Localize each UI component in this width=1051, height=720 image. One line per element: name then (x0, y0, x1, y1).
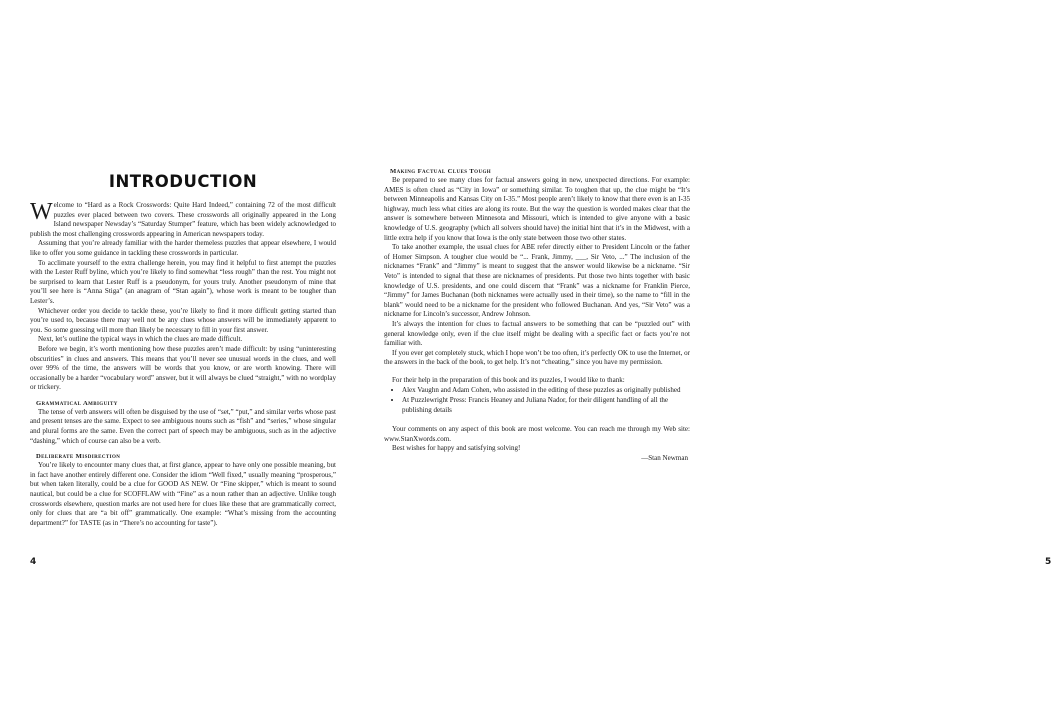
paragraph: The tense of verb answers will often be disguised by the use of “set,” “put,” and similar verbs whose past and present tenses are the same. Expect to see ambiguous nouns such as “fish” and “series,” whose singular and plural forms are the same. Even the correct part of speech may be ambiguous, such as in the adjective “dashing,” which of course can also be a verb. (30, 407, 336, 445)
drop-cap: W (30, 199, 53, 225)
page-title: INTRODUCTION (108, 172, 258, 191)
spacer (384, 368, 690, 376)
page-number-left: 4 (30, 557, 37, 567)
paragraph: It’s always the intention for clues to factual answers to be something that can be “puzzled out” with general knowledge only, even if the clue itself might be dealing with a specific fact or facts you’re not familiar with. (384, 319, 690, 348)
thanks-list (384, 386, 690, 415)
list-item: • At Puzzlewright Press: Francis Heaney and Juliana Nador, for their diligent handling of all the publishing details (402, 396, 690, 415)
paragraph: Whichever order you decide to tackle these, you’re likely to find it more difficult getting started than you’re used to, because there may well not be any clues whose answers will be immediately apparent to you. So some guessing will more than likely be necessary to fill in your first answer. (30, 306, 336, 334)
left-page (0, 0, 360, 720)
paragraph: Your comments on any aspect of this book are most welcome. You can reach me through my Web site: www.StanXwords.com. (384, 425, 690, 443)
paragraph: Best wishes for happy and satisfying solving! (392, 444, 521, 453)
paragraph: Assuming that you’re already familiar with the harder themeless puzzles that appear elsewhere, I would like to offer you some guidance in tackling these crosswords in particular. (30, 239, 336, 257)
right-column (384, 168, 690, 464)
thanks-intro: For their help in the preparation of this book and its puzzles, I would like to thank: (392, 375, 625, 384)
paragraph: To take another example, the usual clues for ABE refer directly either to President Lincoln or the father of Homer Simpson. A tougher clue would be “... Frank, Jimmy, ___, Sir Veto, ...” The inclusion of the nicknames “Frank” and “Jimmy” is meant to suggest that the answer would likewise be a nickname. “Sir Veto” is intended to signal that these are nicknames of presidents. Put those two hints together with basic knowledge of U.S. presidents, and one could discern that “Frank” was a nickname for Franklin Pierce, “Jimmy” for James Buchanan (both nicknames were actually used in their time), so the name to “fill in the blank” would need to be a nickname for the president who followed Buchanan. And yes, “Sir Veto” was a nickname for Lincoln’s successor, Andrew Johnson. (384, 243, 690, 319)
intro-paragraph-text: elcome to “Hard as a Rock Crosswords: Quite Hard Indeed,” containing 72 of the most difficult puzzles ever placed between two covers. These crosswords all originally appeared in the Long Island newspaper Newsday’s “Saturday Stumper” feature, which has been widely acknowledged to publish the most challenging crosswords appearing in American newspapers today. (30, 201, 336, 238)
paragraph: Next, let’s outline the typical ways in which the clues are made difficult. (38, 335, 243, 344)
section-heading-deliberate-misdirection: Deliberate Misdirection (36, 453, 121, 461)
section-heading-making-factual-clues-tough: Making Factual Clues Tough (390, 168, 492, 175)
paragraph: To acclimate yourself to the extra challenge herein, you may find it helpful to first attempt the puzzles with the Lester Ruff byline, which you’re likely to find somewhat “less rough” than the rest. You might not be surprised to learn that Lester Ruff is a pseudonym, for yours truly. Another pseudonym of mine that you’ll see here is “Anna Stiga” (an anagram of “Stan again”), whose work is meant to be tougher than Lester’s. (30, 258, 336, 305)
paragraph: Before we begin, it’s worth mentioning how these puzzles aren’t made difficult: by using “uninteresting obscurities” in clues and answers. This means that you’ll never see unusual words in the clues, and well over 99% of the time, the answers will be words that you know, or are worth knowing. There will occasionally be a harder “vocabulary word” answer, but it will always be clued “straight,” with no wordplay or trickery. (30, 344, 336, 392)
paragraph: Be prepared to see many clues for factual answers going in new, unexpected directions. For example: AMES is often clued as “City in Iowa” or something similar. To toughen that up, the clue might be “It’s between Minneapolis and Kansas City on I-35.” Most people aren’t likely to know that there even is an I-35 highway, much less what cities are along its route. But the way the question is worded makes clear that the answer is somewhere between Minnesota and Missouri, which is intended to give anyone with a basic knowledge of U.S. geography (which all solvers should have) the initial hint that it’s in the Midwest, with a little extra help if you know that Iowa is the only state between those two other states. (384, 176, 690, 242)
section-heading-grammatical-ambiguity: Grammatical Ambiguity (36, 399, 118, 407)
list-item: • Alex Vaughn and Adam Cohen, who assisted in the editing of these puzzles as originally published (402, 386, 690, 396)
signature: —Stan Newman (641, 454, 688, 463)
paragraph: If you ever get completely stuck, which I hope won’t be too often, it’s perfectly OK to use the Internet, or the answers in the back of the book, to get help. It’s not “cheating,” since you have my permission. (384, 348, 690, 367)
paragraph: You’re likely to encounter many clues that, at first glance, appear to have only one possible meaning, but in fact have another entirely different one. Consider the idiom “Well fixed,” usually meaning “prosperous,” but when taken literally, could be a clue for GOOD AS NEW. Or “Fine skipper,” which is meant to sound nautical, but could be a clue for SCOFFLAW with “Fine” as a noun rather than an adjective. Unlike tough crosswords elsewhere, question marks are not used here for clues like these that are grammatically correct, only for clues that are “a bit off” grammatically. One example: “What’s missing from the accounting department?” for TASTE (as in “There’s no accounting for taste”). (30, 461, 336, 527)
right-page (360, 0, 1051, 720)
intro-paragraph (30, 201, 336, 239)
spacer (384, 417, 690, 425)
left-column (30, 168, 336, 528)
page-number-right: 5 (1045, 557, 1051, 567)
